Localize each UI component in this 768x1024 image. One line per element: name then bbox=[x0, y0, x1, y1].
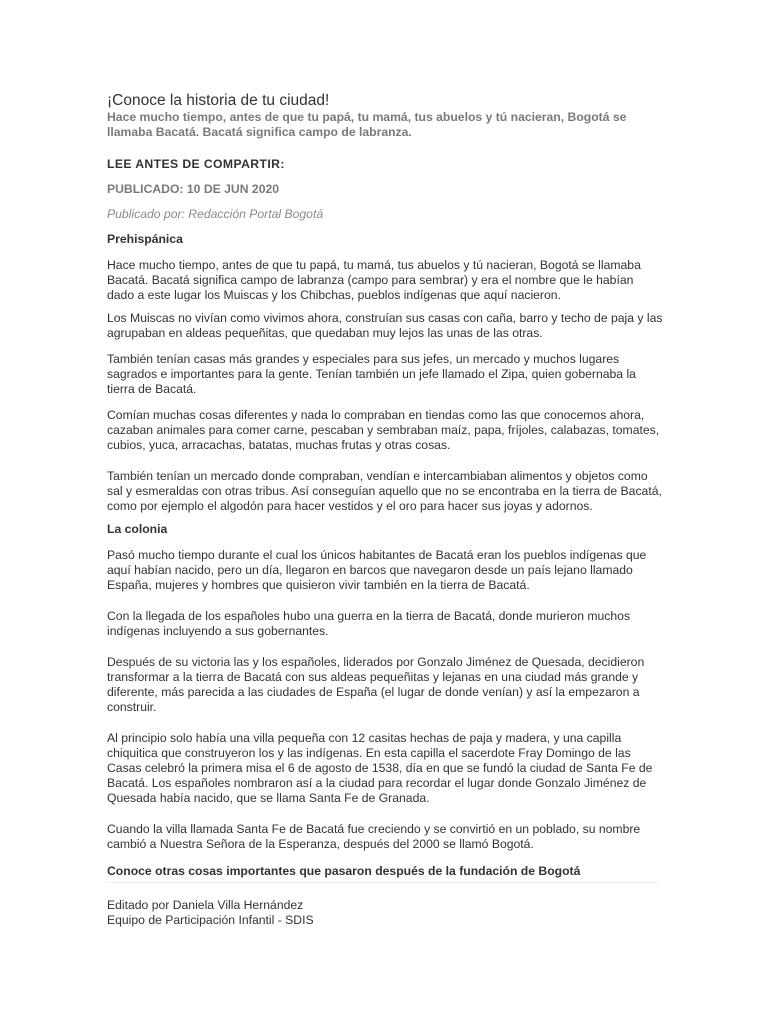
article-subtitle: Hace mucho tiempo, antes de que tu papá, tu mamá, tus abuelos y tú nacieran, Bogotá se llamaba Bacatá. Bacatá significa campo de labranza. bbox=[107, 110, 627, 139]
team-credit: Equipo de Participación Infantil - SDIS bbox=[107, 913, 314, 927]
paragraph: También tenían un mercado donde compraban, vendían e intercambiaban alimentos y objetos como sal y esmeraldas con otras tribus. Así conseguían aquello que no se encontraba en la tierra de Bacatá, como por ejemplo el algodón para hacer vestidos y el oro para hacer sus joyas y adornos. bbox=[107, 469, 662, 513]
paragraph: También tenían casas más grandes y especiales para sus jefes, un mercado y muchos lugares sagrados e importantes para la gente. Tenían también un jefe llamado el Zipa, quien gobernaba la tierra de Bacatá. bbox=[107, 352, 636, 396]
paragraph: Al principio solo había una villa pequeña con 12 casitas hechas de paja y madera, y una capilla chiquitica que construyeron los y las indígenas. En esta capilla el sacerdote Fray Domingo de las Casas celebró la primera misa el 6 de agosto de 1538, día en que se fundó la ciudad de Santa Fe de Bacatá. Los españoles nombraron así a la ciudad para recordar el lugar donde Gonzalo Jiménez de Quesada había nacido, que se llama Santa Fe de Granada. bbox=[107, 731, 653, 805]
paragraph: Cuando la villa llamada Santa Fe de Bacatá fue creciendo y se convirtió en un poblado, su nombre cambió a Nuestra Señora de la Esperanza, después del 2000 se llamó Bogotá. bbox=[107, 822, 641, 851]
article-title: ¡Conoce la historia de tu ciudad! bbox=[107, 92, 330, 109]
edited-by: Editado por Daniela Villa Hernández bbox=[107, 898, 304, 912]
divider bbox=[107, 882, 659, 883]
paragraph: Comían muchas cosas diferentes y nada lo compraban en tiendas como las que conocemos ahora, cazaban animales para comer carne, pescaban y sembraban maíz, papa, fríjoles, calabazas, tomates, cubios, yuca, arracachas, batatas, muchas frutas y otras cosas. bbox=[107, 408, 660, 452]
article bbox=[107, 92, 663, 928]
paragraph: Pasó mucho tiempo durante el cual los únicos habitantes de Bacatá eran los pueblos indígenas que aquí habían nacido, pero un día, llegaron en barcos que navegaron desde un país lejano llamado España, mujeres y hombres que quisieron vivir también en la tierra de Bacatá. bbox=[107, 548, 647, 592]
paragraph: Con la llegada de los españoles hubo una guerra en la tierra de Bacatá, donde murieron muchos indígenas incluyendo a sus gobernantes. bbox=[107, 609, 631, 638]
paragraph: Después de su victoria las y los españoles, liderados por Gonzalo Jiménez de Quesada, decidieron transformar a la tierra de Bacatá con sus aldeas pequeñitas y lejanas en una ciudad más grande y diferente, más parecida a las ciudades de España (el lugar de donde venían) y así la empezaron a construir. bbox=[107, 655, 645, 714]
byline: Publicado por: Redacción Portal Bogotá bbox=[107, 207, 324, 221]
paragraph: Los Muiscas no vivían como vivimos ahora, construían sus casas con caña, barro y techo de paja y las agrupaban en aldeas pequeñitas, que quedaban muy lejos las unas de las otras. bbox=[107, 311, 663, 340]
published-date: PUBLICADO: 10 DE JUN 2020 bbox=[107, 182, 280, 196]
section-heading-prehispanica: Prehispánica bbox=[107, 232, 183, 246]
read-before-sharing: LEE ANTES DE COMPARTIR: bbox=[107, 157, 285, 171]
section-heading-la-colonia: La colonia bbox=[107, 522, 168, 536]
paragraph: Hace mucho tiempo, antes de que tu papá, tu mamá, tus abuelos y tú nacieran, Bogotá se llamaba Bacatá. Bacatá significa campo de labranza (campo para sembrar) y era el nombre que le habían dado a este lugar los Muiscas y los Chibchas, pueblos indígenas que aquí nacieron. bbox=[107, 258, 641, 302]
more-heading: Conoce otras cosas importantes que pasaron después de la fundación de Bogotá bbox=[107, 864, 581, 878]
